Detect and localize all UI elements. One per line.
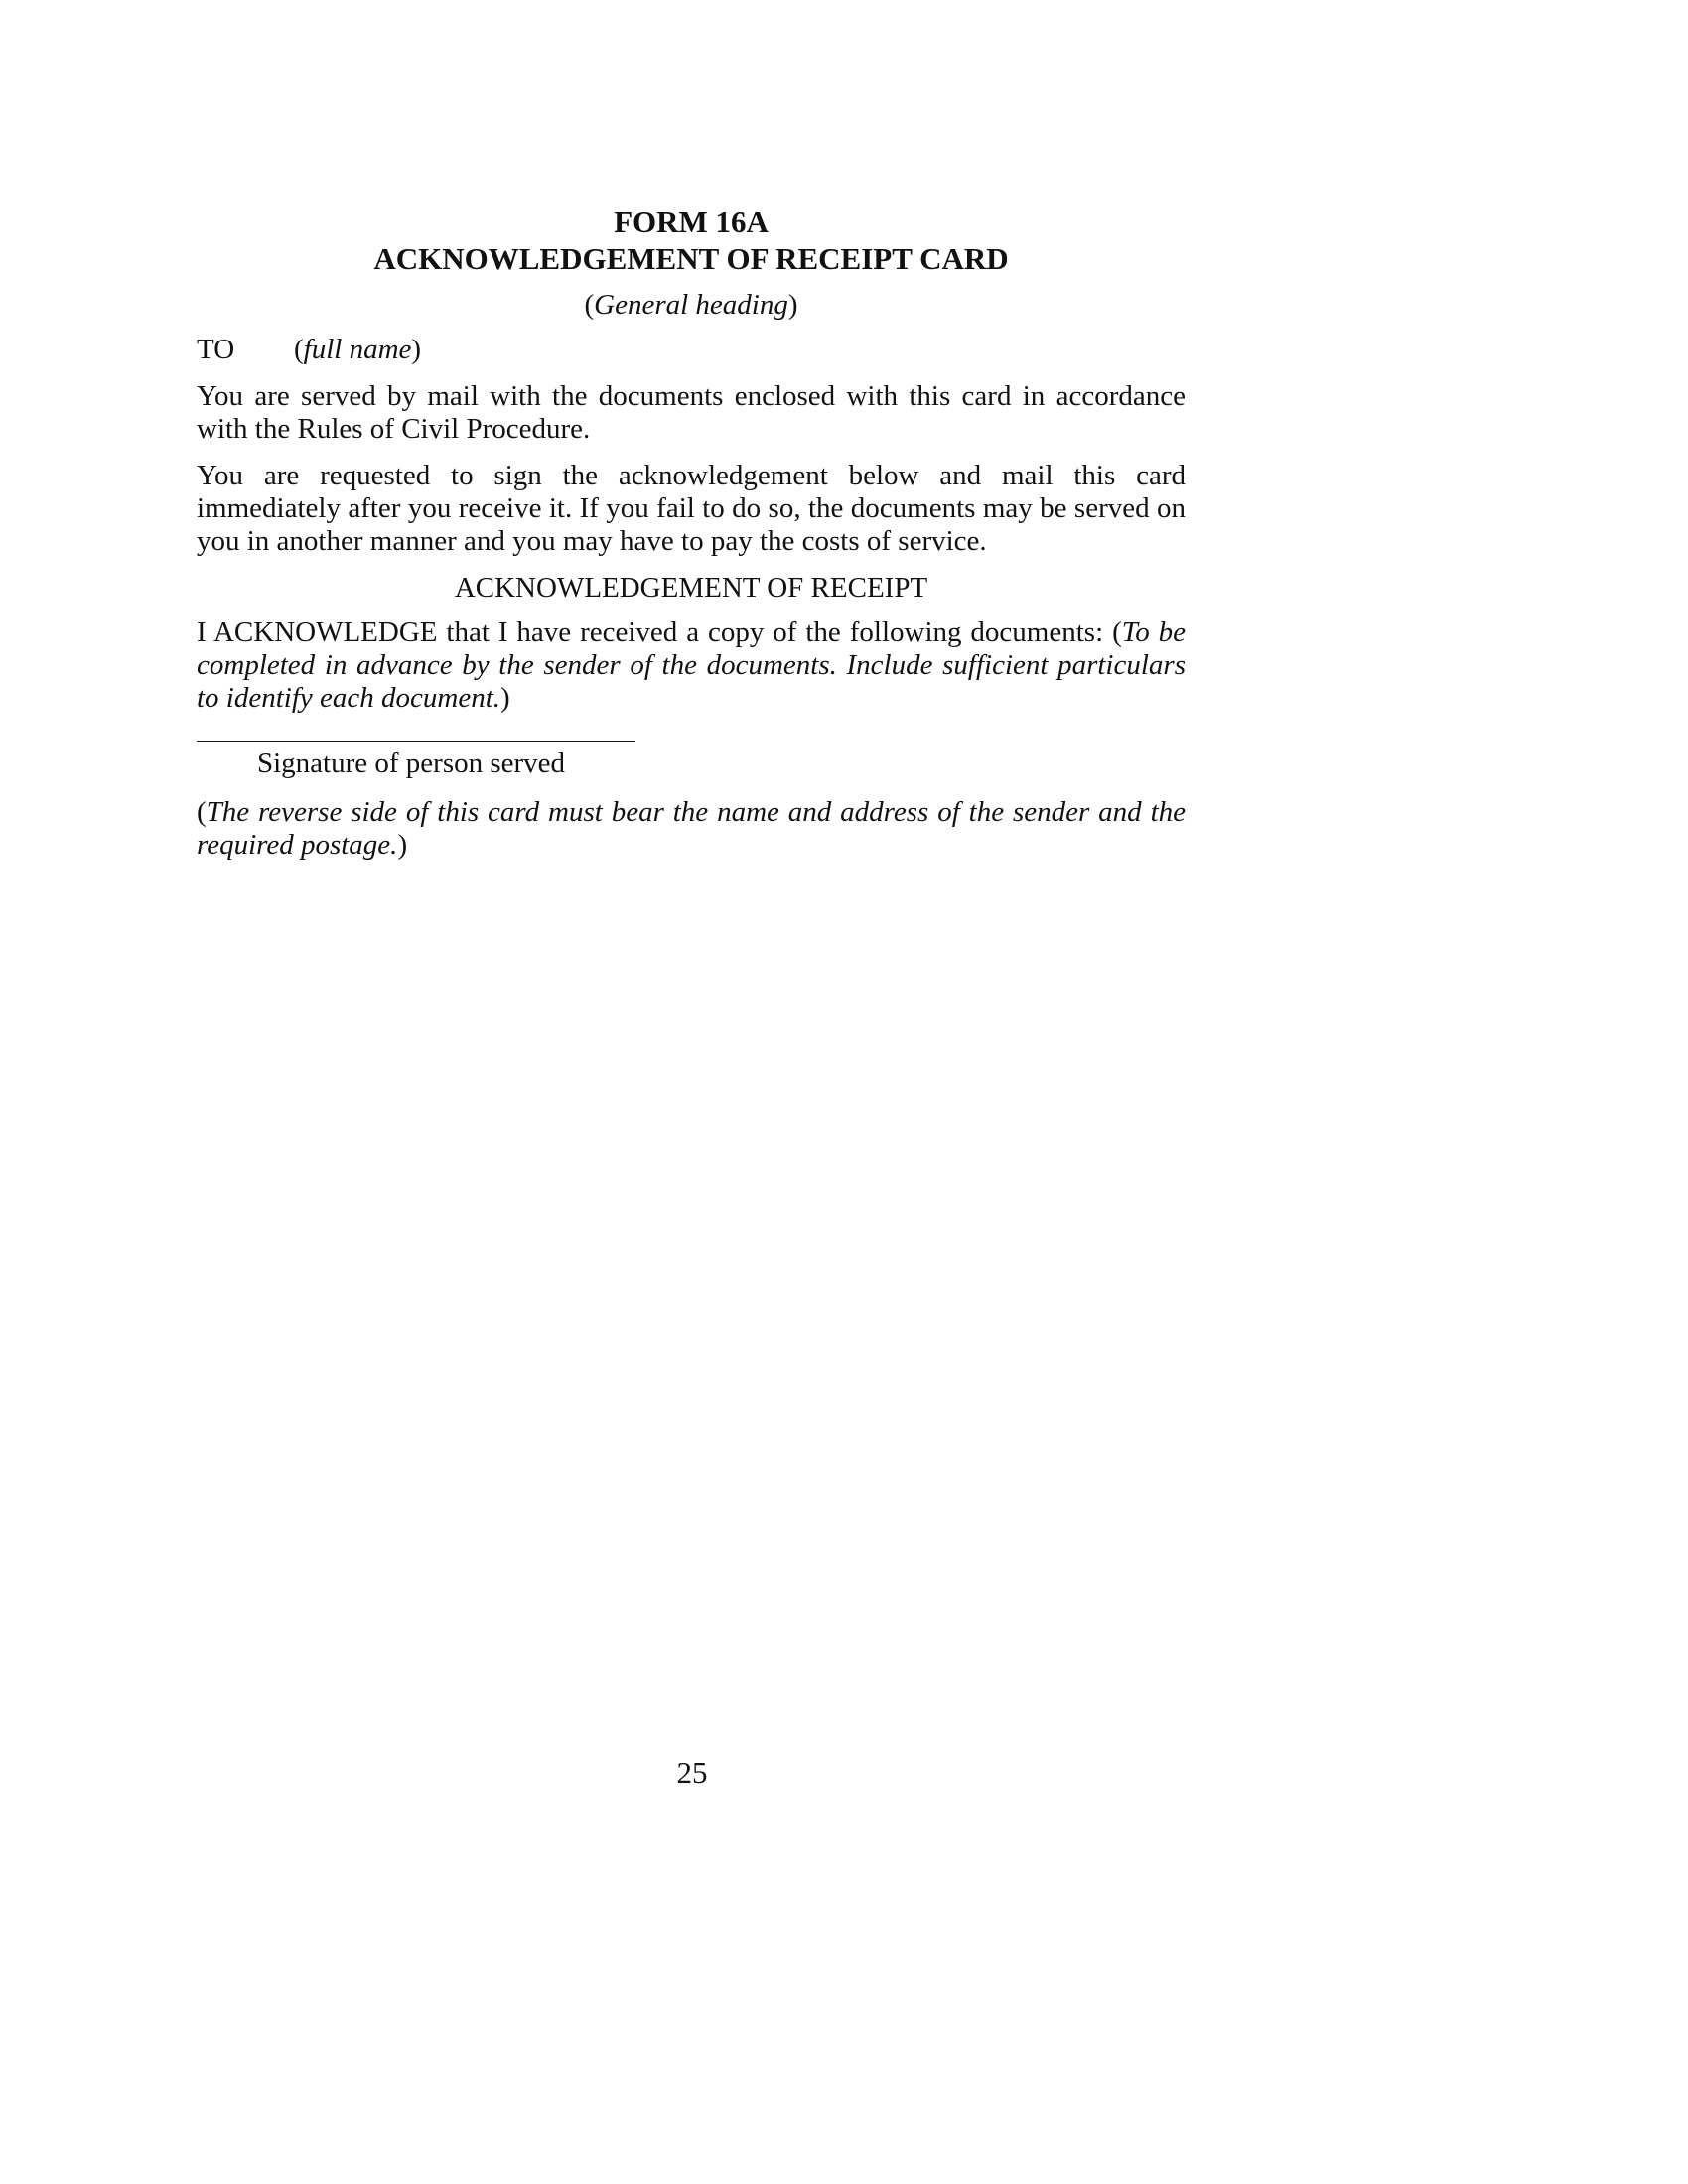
- reverse-side-note: (The reverse side of this card must bear the name and address of the sender and the required postage.): [197, 796, 1186, 861]
- signature-line: [197, 741, 635, 742]
- signature-label: Signature of person served: [257, 748, 566, 779]
- form-number: FORM 16A: [614, 205, 769, 239]
- to-line: TO (full name): [197, 334, 422, 365]
- full-name-placeholder: full name: [303, 334, 412, 365]
- request-to-sign-paragraph: You are requested to sign the acknowledgement below and mail this card immediately after you receive it. If you fail to do so, the documents may be served on you in another manner and you may have to pay the costs of service.: [197, 460, 1186, 557]
- acknowledgement-statement: I ACKNOWLEDGE that I have received a copy of the following documents:: [197, 616, 1113, 648]
- signature-block: [197, 741, 1186, 780]
- form-content: [197, 204, 1186, 876]
- to-label: TO: [197, 334, 235, 365]
- form-title: ACKNOWLEDGEMENT OF RECEIPT CARD: [373, 241, 1009, 276]
- acknowledgement-heading: ACKNOWLEDGEMENT OF RECEIPT: [454, 572, 928, 604]
- served-by-mail-paragraph: You are served by mail with the documents enclosed with this card in accordance with the Rules of Civil Procedure.: [197, 380, 1186, 445]
- reverse-side-note-text: The reverse side of this card must bear the name and address of the sender and the required postage.: [197, 796, 1186, 861]
- acknowledgement-paragraph: I ACKNOWLEDGE that I have received a copy of the following documents: (To be completed in advance by the sender of the documents. Include sufficient particulars to identify each document.): [197, 616, 1186, 714]
- page-number: 25: [676, 1755, 708, 1790]
- general-heading-text: General heading: [594, 289, 788, 321]
- acknowledgement-instruction: To be completed in advance by the sender of the documents. Include sufficient particulars to identify each document.: [197, 616, 1186, 714]
- general-heading: (General heading): [584, 289, 798, 321]
